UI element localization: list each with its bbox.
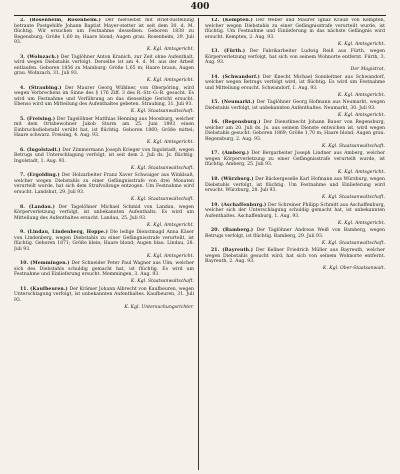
notice-entry — [14, 205, 194, 222]
notice-heading: 17. (Amberg.) — [211, 151, 249, 157]
notice-text: Der Knecht Michael Sonnleitner aus Schwandorf, welcher wegen Betrugs verfolgt wird, ist flüchtig. Es wird um Festnahme und Mitteilung ersucht. Schwandorf, 1. Aug. 93. — [205, 74, 385, 91]
notice-text: Der Krämer Johann Albrecht von Kaufbeuren, wegen Unterschlagung verfolgt, ist unbekannten Aufenthaltes. Kaufbeuren, 31. Juli 93. — [14, 286, 194, 303]
notice-heading: 20. (Bamberg.) — [211, 228, 254, 234]
notice-signature: K. Kgl. Staatsanwaltschaft. — [321, 195, 385, 201]
notice-signature: K. Kgl. Amtsgericht. — [146, 222, 194, 228]
notice-entry — [14, 55, 194, 77]
notice-entry — [205, 177, 385, 194]
notice-entry — [205, 228, 385, 239]
notice-signature: K. Kgl. Amtsgericht. — [146, 253, 194, 259]
notice-entry — [205, 75, 385, 92]
notice-heading: 15. (Neumarkt.) — [211, 100, 255, 106]
notice-signature: K. Kgl. Amtsgericht. — [337, 41, 385, 47]
notice-text: Der Schneider Peter Paul Wagner aus Ulm, welcher sich des Diebstahls schuldig gemacht hat, ist flüchtig. Es wird um Festnahme und Einlieferung ersucht. Memmingen, 3. Aug. 93. — [14, 261, 194, 278]
notice-text: Der Taglöhner Anton Kranich, zur Zeit ohne Aufenthalt, wird wegen Diebstahls verfolgt. Derselbe ist am 4. d. M. aus der Arbeit entlaufen. Geboren 1856 zu Mainburg; Größe 1,65 m; Haare braun, Augen grau. Wolnzach, 31. Juli 93. — [14, 54, 194, 77]
notice-heading: 12. (Kempten.) — [211, 18, 253, 23]
notice-text: Der Tagelöhner Michael Schmid von Landau, wegen Körperverletzung verfolgt, ist unbekannten Aufenthalts. Es wird um Mitteilung des Aufenthaltes ersucht. Landau, 25. Juli 93. — [14, 204, 194, 221]
notice-text: Der Schreiner Philipp Schmitt aus Aschaffenburg, welcher sich der Unterschlagung schuldig gemacht hat, ist unbekannten Aufenthaltes. Aschaffenburg, 1. Aug. 93. — [205, 202, 385, 219]
right-column — [205, 18, 385, 470]
notice-heading: 6. (Ingolstadt.) — [20, 147, 61, 153]
notice-entry — [205, 18, 385, 40]
notice-entry — [205, 100, 385, 111]
left-column — [14, 18, 194, 470]
notice-entry — [14, 148, 194, 165]
notice-text: Der Zimmermann Joseph Krieger von Ingolstadt, wegen Betrugs und Unterschlagung verfolgt, ist seit dem 2. Juli ds. Js. flüchtig. Ingolstadt, 1. Aug. 93. — [14, 147, 194, 164]
page-number: 400 — [190, 2, 210, 12]
notice-text: Die ledige Dienstmagd Anna Käser von Lindenberg, wegen Diebstahls zu einer Gefängnisstrafe verurteilt, ist flüchtig. Geboren 1871; Größe klein; Haare blond; Augen blau. Lindau, 28. Juli 93. — [14, 230, 194, 252]
notice-text: Der Fabrikarbeiter Ludwig Reiß aus Fürth, wegen Körperverletzung verfolgt, hat sich von seinem Wohnorte entfernt. Fürth, 3. Aug. 93. — [205, 49, 385, 66]
notice-entry — [205, 151, 385, 168]
notice-signature: K. Kgl. Staatsanwaltschaft. — [130, 165, 194, 171]
notice-entry — [14, 18, 194, 46]
notice-heading: 10. (Memmingen.) — [20, 261, 70, 267]
notice-heading: 18. (Würzburg.) — [211, 177, 254, 183]
notice-heading: 19. (Aschaffenburg.) — [211, 202, 267, 208]
notice-heading: 4. (Straubing.) — [20, 85, 62, 91]
notice-signature: K. Kgl. Amtsgericht. — [146, 47, 194, 53]
notice-heading: 14. (Schwandorf.) — [211, 74, 260, 80]
notice-text: Der Tagelöhner Matthias Henning aus Moosburg, welcher mit dem Ortsbewohner Jakob Sturm am 25. Juni 1893 einen Einbruchsdiebstahl verübt hat, ist flüchtig. Geboren 1860; Größe mittel; Haare schwarz. Freising, 4. Aug. 93. — [14, 116, 194, 139]
notice-heading: 5. (Freising.) — [20, 116, 56, 122]
notice-signature: K. Kgl. Staatsanwaltschaft. — [321, 143, 385, 149]
notice-entry — [14, 173, 194, 195]
notice-text: Der Kellner Friedrich Müller aus Bayreuth, welcher wegen Diebstahls gesucht wird, hat sich von seinem Wohnorte entfernt. Bayreuth, 2. Aug. 93. — [205, 248, 385, 265]
notice-signature: K. Kgl. Staatsanwaltschaft. — [130, 109, 194, 115]
notice-heading: 11. (Kaufbeuren.) — [20, 286, 68, 292]
notice-entry — [205, 203, 385, 220]
notice-text: Der Bäckergeselle Karl Hofmann aus Würzburg, wegen Diebstahls verfolgt, ist flüchtig. Um Festnahme und Einlieferung wird ersucht. Würzburg, 28. Juli 93. — [205, 177, 385, 194]
notice-text: Der Taglöhner Andreas Weiß von Bamberg, wegen Betrugs verfolgt, ist flüchtig. Bamberg, 29. Juli 93. — [205, 228, 385, 239]
notice-signature: K. Kgl. Staatsanwaltschaft. — [130, 197, 194, 203]
notice-signature: K. Kgl. Amtsgericht. — [337, 92, 385, 98]
notice-text: Der Taglöhner Georg Hofmann aus Neumarkt, wegen Diebstahls verfolgt, ist unbekannten Aufenthaltes. Neumarkt, 30. Juli 93. — [205, 100, 385, 111]
notice-text: Der Weber und Maurer Ignaz Krauß von Kempten, welcher wegen Diebstahls zu einer Gefängnisstrafe verurteilt wurde, ist flüchtig. Um Festnahme und Einlieferung in das nächste Gefängnis wird ersucht. Kempten, 2. Aug. 93. — [205, 18, 385, 40]
notice-entry — [14, 261, 194, 278]
notice-entry — [14, 117, 194, 139]
notice-signature: K. Kgl. Amtsgericht. — [146, 78, 194, 84]
notice-text: Der Holzarbeiter Franz Xaver Schwaiger aus Winklsaß, welcher wegen Diebstahls zu einer Gefängnisstrafe von drei Monaten verurteilt wurde, hat sich dem Strafvollzuge entzogen. Um Festnahme wird ersucht. Landshut, 29. Juli 93. — [14, 173, 194, 195]
notice-signature: K. Kgl. Amtsgericht. — [337, 112, 385, 118]
notice-signature: K. Kgl. Staatsanwaltschaft. — [321, 240, 385, 246]
notice-signature: K. Kgl. Amtsgericht. — [337, 169, 385, 175]
notice-entry — [205, 248, 385, 265]
notice-text: Der Maurer Georg Wühlner, von Oberpöring, wird wegen Verbrechens im Sinne des § 176 Ziff. 3 des R.-Str.-G.-B. gesucht. Es wird um Festnahme und Vorführung an das diesseitige Gericht ersucht. Ebenso wird um Mitteilung des Aufenthaltes gebeten. Straubing, 31. Juli 93. — [14, 85, 194, 108]
notice-signature: K. Kgl. Amtsgericht. — [146, 140, 194, 146]
notice-signature: K. Kgl. Ober-Staatsanwalt. — [322, 266, 385, 272]
notice-signature: Der Magistrat. — [350, 67, 385, 73]
notice-entry — [205, 120, 385, 142]
notice-text: Der Bergarbeiter Joseph Lindner aus Amberg, welcher wegen Körperverletzung zu einer Gefängnisstrafe verurteilt wurde, ist flüchtig. Amberg, 25. Juli 93. — [205, 151, 385, 168]
notice-text: Der Dienstknecht Johann Bauer von Regensburg, welcher am 20. Juli ds. Js. aus seinem Dienste entwichen ist, wird wegen Diebstahls gesucht. Geboren 1869; Größe 1,70 m; Haare blond; Augen grau. Regensburg, 2. Aug. 93. — [205, 120, 385, 142]
column-divider — [198, 18, 199, 470]
notice-heading: 9. (Lindau, Lindenberg, Hoppe.) — [20, 230, 108, 236]
notice-heading: 2. (Rosenheim, Rosenheim.) — [20, 18, 101, 23]
notice-entry — [14, 230, 194, 252]
notice-signature: K. Kgl. Amtsgericht. — [337, 220, 385, 226]
header-rule — [14, 15, 386, 16]
notice-heading: 13. (Fürth.) — [211, 49, 246, 55]
notice-heading: 16. (Regensburg.) — [211, 120, 261, 126]
notice-entry — [14, 86, 194, 108]
notice-signature: K. Kgl. Untersuchungsrichter. — [124, 304, 194, 310]
notice-text: Der hierselbst mit Brief-zustellung betraute Postgehilfe Johann Baptist Mayer-stetter ist seit dem 30. d. M. flüchtig. Wir ersuchen um Festnahme desselben. Geboren 1838 zu Regensburg; Größe 1,60 m; Haare blond; Augen grau. Rosenheim, 29. Juli 93. — [14, 18, 194, 45]
notice-entry — [205, 49, 385, 66]
notice-heading: 8. (Landau.) — [20, 204, 55, 210]
notice-entry — [14, 287, 194, 304]
notice-signature: K. Kgl. Staatsanwaltschaft. — [130, 279, 194, 285]
notice-heading: 3. (Wolnzach.) — [20, 54, 59, 60]
notice-heading: 7. (Ergolding.) — [20, 173, 60, 179]
notice-heading: 21. (Bayreuth.) — [211, 248, 254, 254]
